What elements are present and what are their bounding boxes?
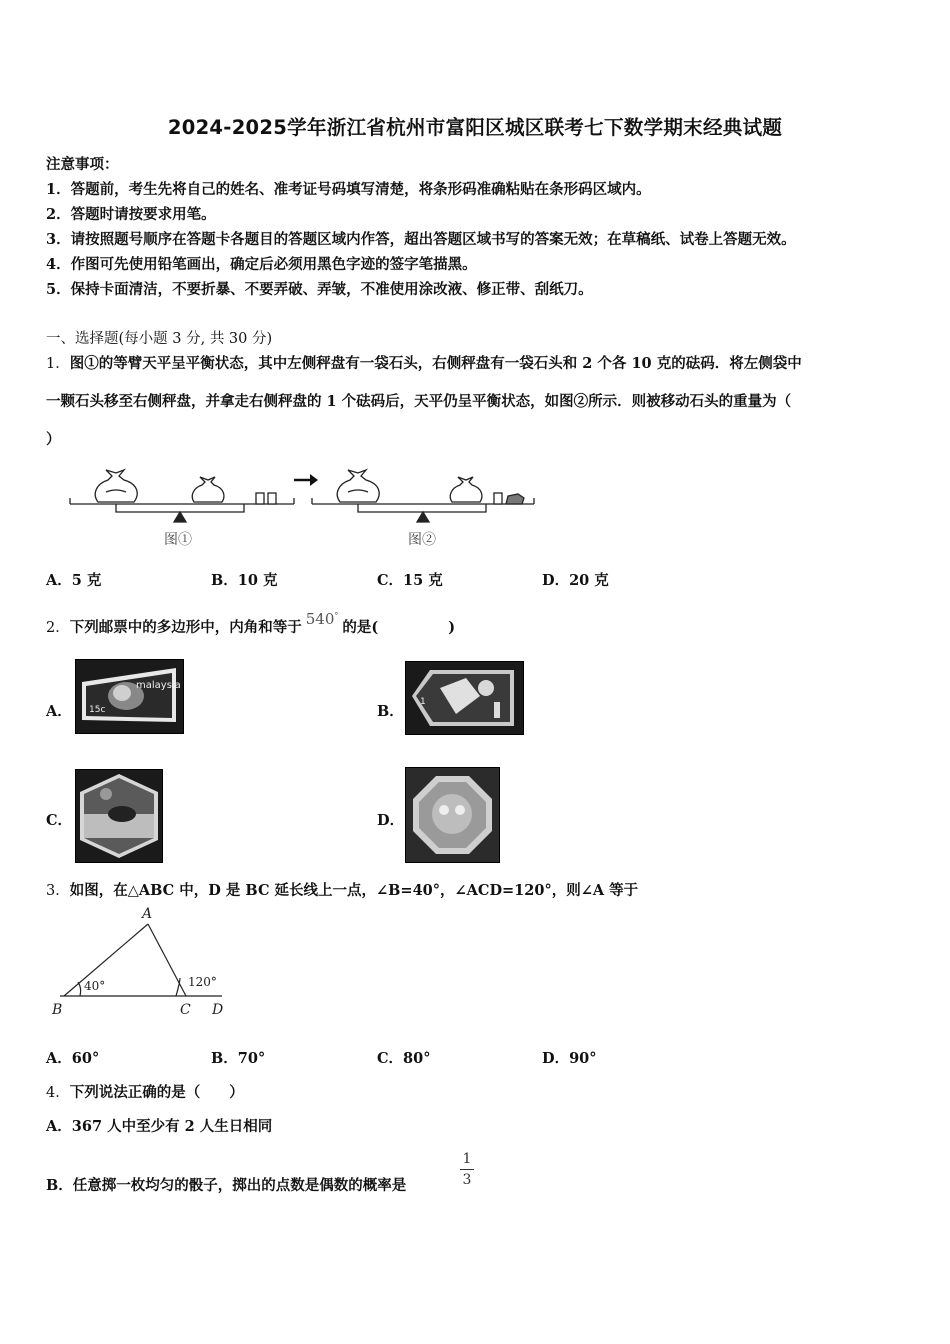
q3-triangle-figure (46, 904, 246, 1020)
option-text: 60° (71, 1050, 100, 1067)
option-label: B． (46, 1177, 73, 1194)
vertex-b-label: B (52, 1002, 63, 1018)
fraction-denominator: 3 (462, 1172, 472, 1188)
stamp-a-text: malaysia (136, 680, 181, 691)
option-label: C． (377, 1050, 404, 1067)
stamp-a-value: 15c (89, 705, 106, 715)
notice-heading: 注意事项： (46, 156, 119, 173)
stamp-b-value: 1 (420, 697, 426, 707)
stamp-d-image[interactable] (405, 767, 500, 863)
q2-option-b[interactable]: B． (377, 703, 404, 720)
option-label: A． (46, 1118, 72, 1135)
balance-scale-2 (312, 470, 534, 522)
option-label: B． (211, 1050, 238, 1067)
option-text: 367 人中至少有 2 人生日相同 (71, 1118, 273, 1135)
q3-text (46, 879, 638, 900)
fig1-label: 图① (164, 532, 192, 548)
q1-text-line1 (46, 352, 802, 373)
notice-item: 5．保持卡面清洁，不要折暴、不要弄破、弄皱，不准使用涂改液、修正带、刮纸刀。 (46, 281, 593, 298)
option-text: 20 克 (569, 572, 609, 589)
notice-item: 2．答题时请按要求用笔。 (46, 206, 216, 223)
q2-number: 2． (46, 620, 70, 636)
q2-value (306, 610, 339, 628)
stamp-c-image[interactable] (75, 769, 163, 863)
option-text: 任意掷一枚均匀的骰子，掷出的点数是偶数的概率是 (72, 1177, 407, 1194)
arrow-right-icon (294, 474, 318, 486)
option-text: 10 克 (237, 572, 278, 589)
vertex-c-label: C (180, 1002, 191, 1018)
q2-degree: ° (334, 611, 339, 620)
fraction-numerator: 1 (462, 1151, 472, 1167)
q2-option-c[interactable]: C． (46, 812, 73, 829)
angle-c-label: 120° (188, 975, 217, 989)
option-text: 15 克 (403, 572, 443, 589)
option-label: B． (211, 572, 238, 589)
q2-text-end: ) (448, 619, 456, 636)
q1-balance-figure (66, 458, 538, 552)
q1-number: 1． (46, 356, 70, 372)
page-title: 2024-2025学年浙江省杭州市富阳区城区联考七下数学期末经典试题 (167, 116, 783, 139)
q2-text-after: 的是( (342, 619, 379, 636)
q1-option-c[interactable] (377, 569, 443, 590)
q1-text-line2: 一颗石头移至右侧秤盘，并拿走右侧秤盘的 1 个砝码后，天平仍呈平衡状态，如图②所示．则被移动石头的重量为（ (46, 393, 792, 410)
q4-number: 4． (46, 1085, 70, 1101)
notice-item: 1．答题前，考生先将自己的姓名、准考证号码填写清楚，将条形码准确粘贴在条形码区域内。 (46, 181, 651, 198)
q4-option-a[interactable] (46, 1115, 272, 1136)
q2-option-a[interactable]: A． (46, 703, 72, 720)
q3-option-a[interactable] (46, 1047, 99, 1068)
balance-scale-1 (70, 470, 294, 522)
option-text: 5 克 (71, 572, 102, 589)
fig2-label: 图② (408, 532, 436, 548)
option-text: 90° (569, 1050, 597, 1067)
option-text: 70° (237, 1050, 266, 1067)
stamp-b-image[interactable] (405, 661, 524, 735)
q3-body: 如图，在△ABC 中，D 是 BC 延长线上一点，∠B=40°，∠ACD=120°，则∠A 等于 (69, 882, 639, 899)
q1-line1: 图①的等臂天平呈平衡状态，其中左侧秤盘有一袋石头，右侧秤盘有一袋石头和 2 个各 10 克的砝码．将左侧袋中 (69, 355, 802, 372)
option-label: A． (46, 572, 72, 589)
q4-text (46, 1081, 244, 1102)
fraction-one-third (460, 1150, 474, 1189)
q1-option-b[interactable] (211, 569, 278, 590)
stamp-a-image[interactable] (75, 659, 184, 734)
option-text: 80° (403, 1050, 431, 1067)
fraction-bar (460, 1169, 474, 1170)
q4-body: 下列说法正确的是（ ） (69, 1084, 244, 1101)
notice-item: 4．作图可先使用铅笔画出，确定后必须用黑色字迹的签字笔描黑。 (46, 256, 477, 273)
q2-text-before: 下列邮票中的多边形中，内角和等于 (69, 619, 302, 636)
q1-option-a[interactable] (46, 569, 101, 590)
q3-number: 3． (46, 883, 70, 899)
option-label: D． (542, 1050, 570, 1067)
section-heading: 一、选择题(每小题 3 分, 共 30 分) (46, 331, 273, 347)
q3-option-b[interactable] (211, 1047, 265, 1068)
option-label: D． (542, 572, 570, 589)
q1-option-d[interactable] (542, 569, 609, 590)
q3-option-c[interactable] (377, 1047, 430, 1068)
q3-option-d[interactable] (542, 1047, 597, 1068)
q2-text (46, 610, 456, 637)
q1-text-line3: ） (46, 431, 61, 448)
notice-item: 3．请按照题号顺序在答题卡各题目的答题区域内作答，超出答题区域书写的答案无效；在草稿纸、试卷上答题无效。 (46, 231, 796, 248)
q2-value-number: 540 (305, 610, 335, 628)
vertex-a-label: A (142, 906, 153, 922)
option-label: C． (377, 572, 404, 589)
q4-option-b[interactable] (46, 1174, 406, 1195)
option-label: A． (46, 1050, 72, 1067)
q2-option-d[interactable]: D． (377, 812, 405, 829)
vertex-d-label: D (212, 1002, 224, 1018)
angle-b-label: 40° (84, 979, 106, 993)
